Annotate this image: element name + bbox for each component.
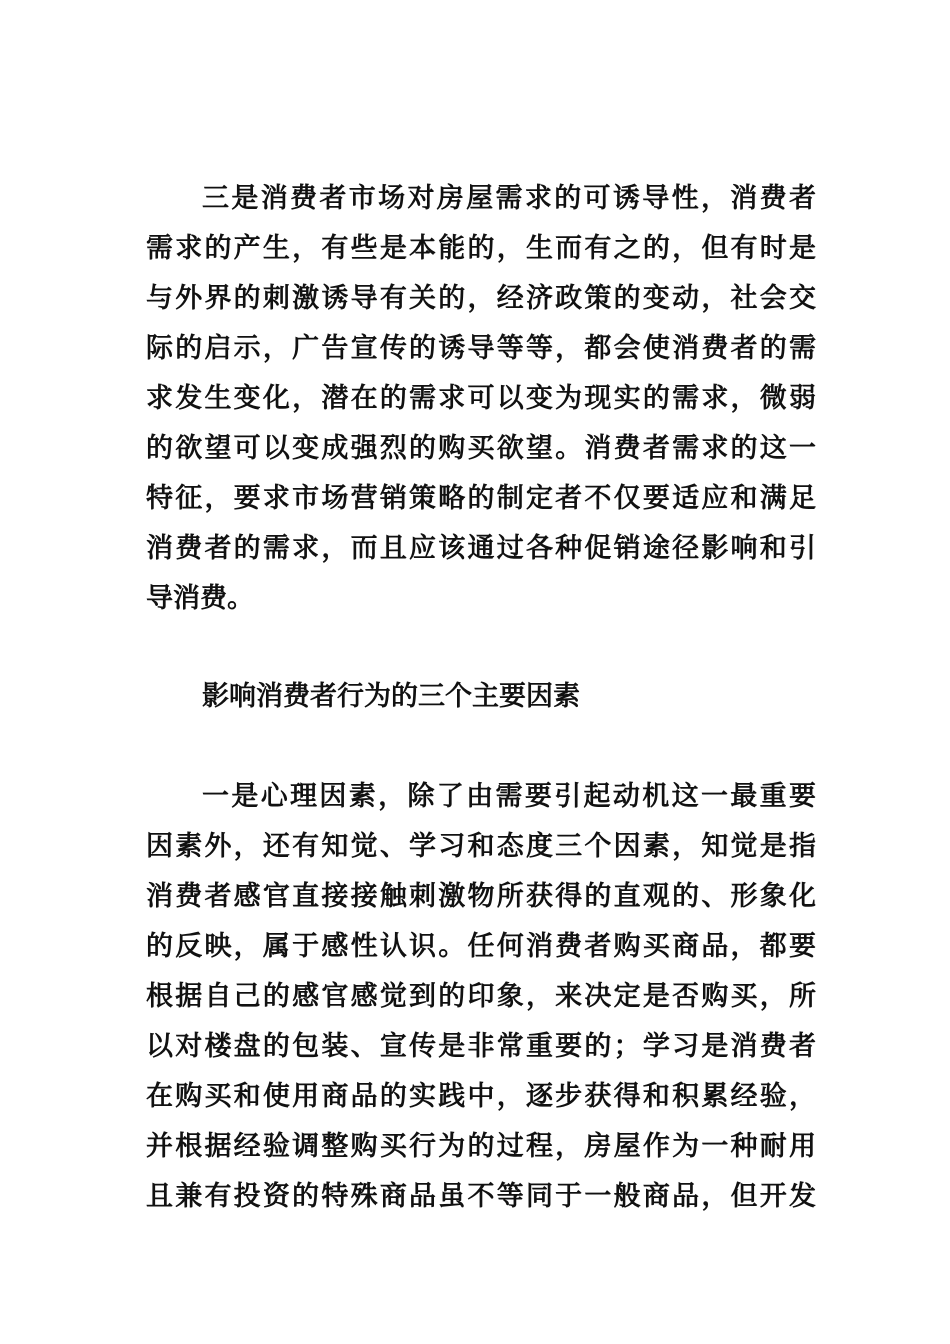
paragraph-1-line-4: 际的启示，广告宣传的诱导等等，都会使消费者的需 <box>146 333 816 364</box>
paragraph-2-line-1: 一是心理因素，除了由需要引起动机这一最重要 <box>202 781 816 812</box>
paragraph-1-line-3: 与外界的刺激诱导有关的，经济政策的变动，社会交 <box>146 283 816 314</box>
paragraph-2-line-3: 消费者感官直接接触刺激物所获得的直观的、形象化 <box>146 881 816 912</box>
paragraph-1-line-8: 消费者的需求，而且应该通过各种促销途径影响和引 <box>146 533 816 564</box>
paragraph-1-line-2: 需求的产生，有些是本能的，生而有之的，但有时是 <box>146 233 816 264</box>
paragraph-2-line-6: 以对楼盘的包装、宣传是非常重要的；学习是消费者 <box>146 1031 816 1062</box>
paragraph-2-line-9: 且兼有投资的特殊商品虽不等同于一般商品，但开发 <box>146 1181 816 1212</box>
paragraph-2-line-5: 根据自己的感官感觉到的印象，来决定是否购买，所 <box>146 981 816 1012</box>
paragraph-1-line-9: 导消费。 <box>146 583 254 614</box>
paragraph-1-line-1: 三是消费者市场对房屋需求的可诱导性，消费者 <box>202 183 816 214</box>
paragraph-2-line-8: 并根据经验调整购买行为的过程，房屋作为一种耐用 <box>146 1131 816 1162</box>
paragraph-1-line-7: 特征，要求市场营销策略的制定者不仅要适应和满足 <box>146 483 816 514</box>
paragraph-1-line-6: 的欲望可以变成强烈的购买欲望。消费者需求的这一 <box>146 433 816 464</box>
section-heading: 影响消费者行为的三个主要因素 <box>202 681 580 712</box>
paragraph-2-line-7: 在购买和使用商品的实践中，逐步获得和积累经验， <box>146 1081 816 1112</box>
paragraph-2-line-4: 的反映，属于感性认识。任何消费者购买商品，都要 <box>146 931 816 962</box>
paragraph-1-line-5: 求发生变化，潜在的需求可以变为现实的需求，微弱 <box>146 383 816 414</box>
paragraph-2-line-2: 因素外，还有知觉、学习和态度三个因素，知觉是指 <box>146 831 816 862</box>
